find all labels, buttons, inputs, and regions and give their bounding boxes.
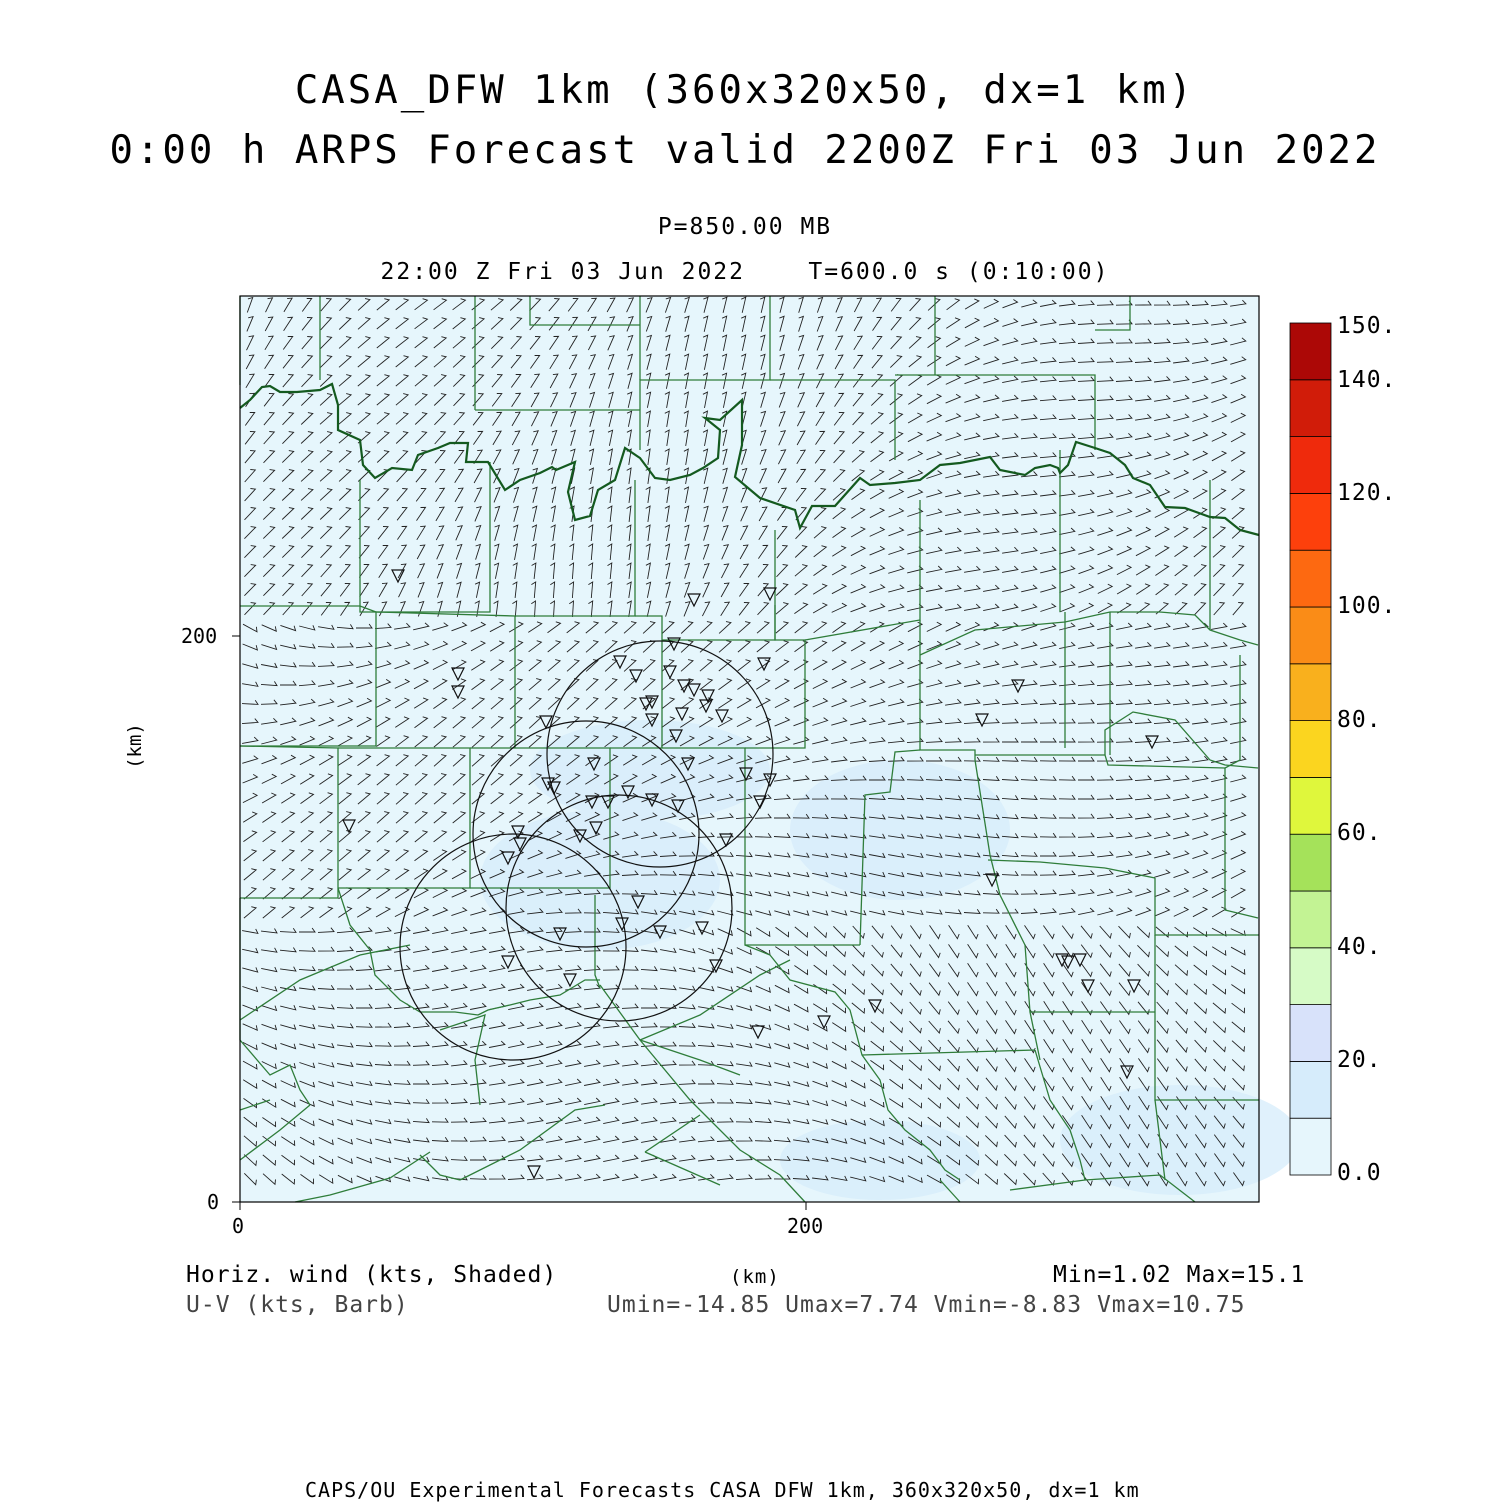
colorbar-swatch [1290,834,1331,891]
colorbar-label-100: 100. [1337,593,1397,619]
colorbar-label-20: 20. [1337,1047,1382,1073]
min-max-label: Min=1.02 Max=15.1 [1053,1262,1306,1288]
colorbar-swatch [1290,664,1331,721]
chart-title-line2: 0:00 h ARPS Forecast valid 2200Z Fri 03 Jun 2022 [109,128,1381,173]
shade-blob-3 [790,760,1010,900]
colorbar-swatch [1290,1118,1331,1175]
colorbar-label-0: 0.0 [1337,1160,1382,1186]
colorbar-swatch [1290,380,1331,437]
colorbar-swatch [1290,891,1331,948]
colorbar-swatch [1290,777,1331,834]
x-tick-label-200: 200 [787,1214,824,1238]
colorbar-swatch [1290,323,1331,380]
shade-blob-2 [530,720,770,820]
colorbar [1290,323,1331,1175]
chart-title-line1: CASA_DFW 1km (360x320x50, dx=1 km) [294,68,1196,113]
colorbar-swatch [1290,948,1331,1005]
uv-range-label: Umin=-14.85 Umax=7.74 Vmin=-8.83 Vmax=10.75 [607,1292,1246,1318]
barb-field-label: U-V (kts, Barb) [186,1292,409,1318]
colorbar-swatch [1290,607,1331,664]
colorbar-label-150: 150. [1337,313,1397,339]
y-axis-label: (km) [123,723,146,769]
shade-blob-1 [480,810,720,950]
colorbar-label-60: 60. [1337,820,1382,846]
y-tick-label-0: 0 [207,1190,220,1214]
shaded-field-label: Horiz. wind (kts, Shaded) [186,1262,558,1288]
colorbar-swatch [1290,437,1331,494]
colorbar-swatch [1290,493,1331,550]
pressure-level-label: P=850.00 MB [657,214,833,240]
colorbar-label-80: 80. [1337,707,1382,733]
y-tick-label-200: 200 [181,624,218,648]
shade-blob-5 [780,1120,980,1200]
colorbar-label-120: 120. [1337,480,1397,506]
colorbar-swatch [1290,721,1331,778]
colorbar-label-140: 140. [1337,367,1397,393]
colorbar-swatch [1290,1061,1331,1118]
credit-label: CAPS/OU Experimental Forecasts CASA DFW 1km, 360x320x50, dx=1 km [305,1478,1140,1502]
colorbar-swatch [1290,550,1331,607]
x-tick-label-0: 0 [232,1214,245,1238]
x-axis-label: (km) [730,1266,780,1288]
colorbar-swatch [1290,1005,1331,1062]
colorbar-label-40: 40. [1337,934,1382,960]
valid-time-label: 22:00 Z Fri 03 Jun 2022 T=600.0 s (0:10:00) [380,259,1110,285]
map-panel [240,296,1300,1202]
